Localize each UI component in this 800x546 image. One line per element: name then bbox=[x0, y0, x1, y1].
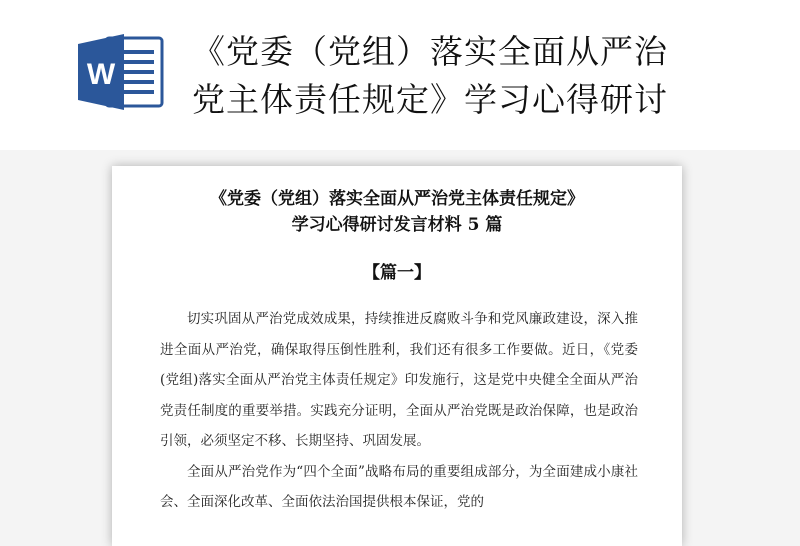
page-title-line-2: 党主体责任规定》学习心得研讨 bbox=[192, 80, 668, 119]
document-title-line-1: 《党委（党组）落实全面从严治党主体责任规定》 bbox=[210, 189, 584, 209]
section-heading: 【篇一】 bbox=[363, 263, 431, 283]
word-icon-letter: W bbox=[86, 58, 116, 91]
document-title bbox=[112, 186, 682, 238]
paragraph: 切实巩固从严治党成效成果，持续推进反腐败斗争和党风廉政建设，深入推进全面从严治党，确保取得压倒性胜利，我们还有很多工作要做。近日，《党委 (党组)落实全面从严治党主体责任规定》印发施行，这是党中央健全全面从严治党责任制度的重要举措。实践充分证明，全面从严治党既是政治保障，也是政治引领，必须坚定不移、长期坚持、巩固发展。 bbox=[160, 311, 638, 449]
document-title-line-2: 学习心得研讨发言材料 5 篇 bbox=[291, 215, 503, 235]
page-title bbox=[192, 28, 792, 124]
page-title-line-1: 《党委（党组）落实全面从严治 bbox=[192, 32, 668, 71]
paragraph: 全面从严治党作为“四个全面”战略布局的重要组成部分，为全面建成小康社会、全面深化改革、全面依法治国提供根本保证，党的 bbox=[160, 463, 638, 510]
document-body bbox=[160, 304, 638, 518]
document-page bbox=[112, 166, 682, 546]
word-document-icon bbox=[76, 32, 164, 112]
header-banner bbox=[0, 0, 800, 150]
